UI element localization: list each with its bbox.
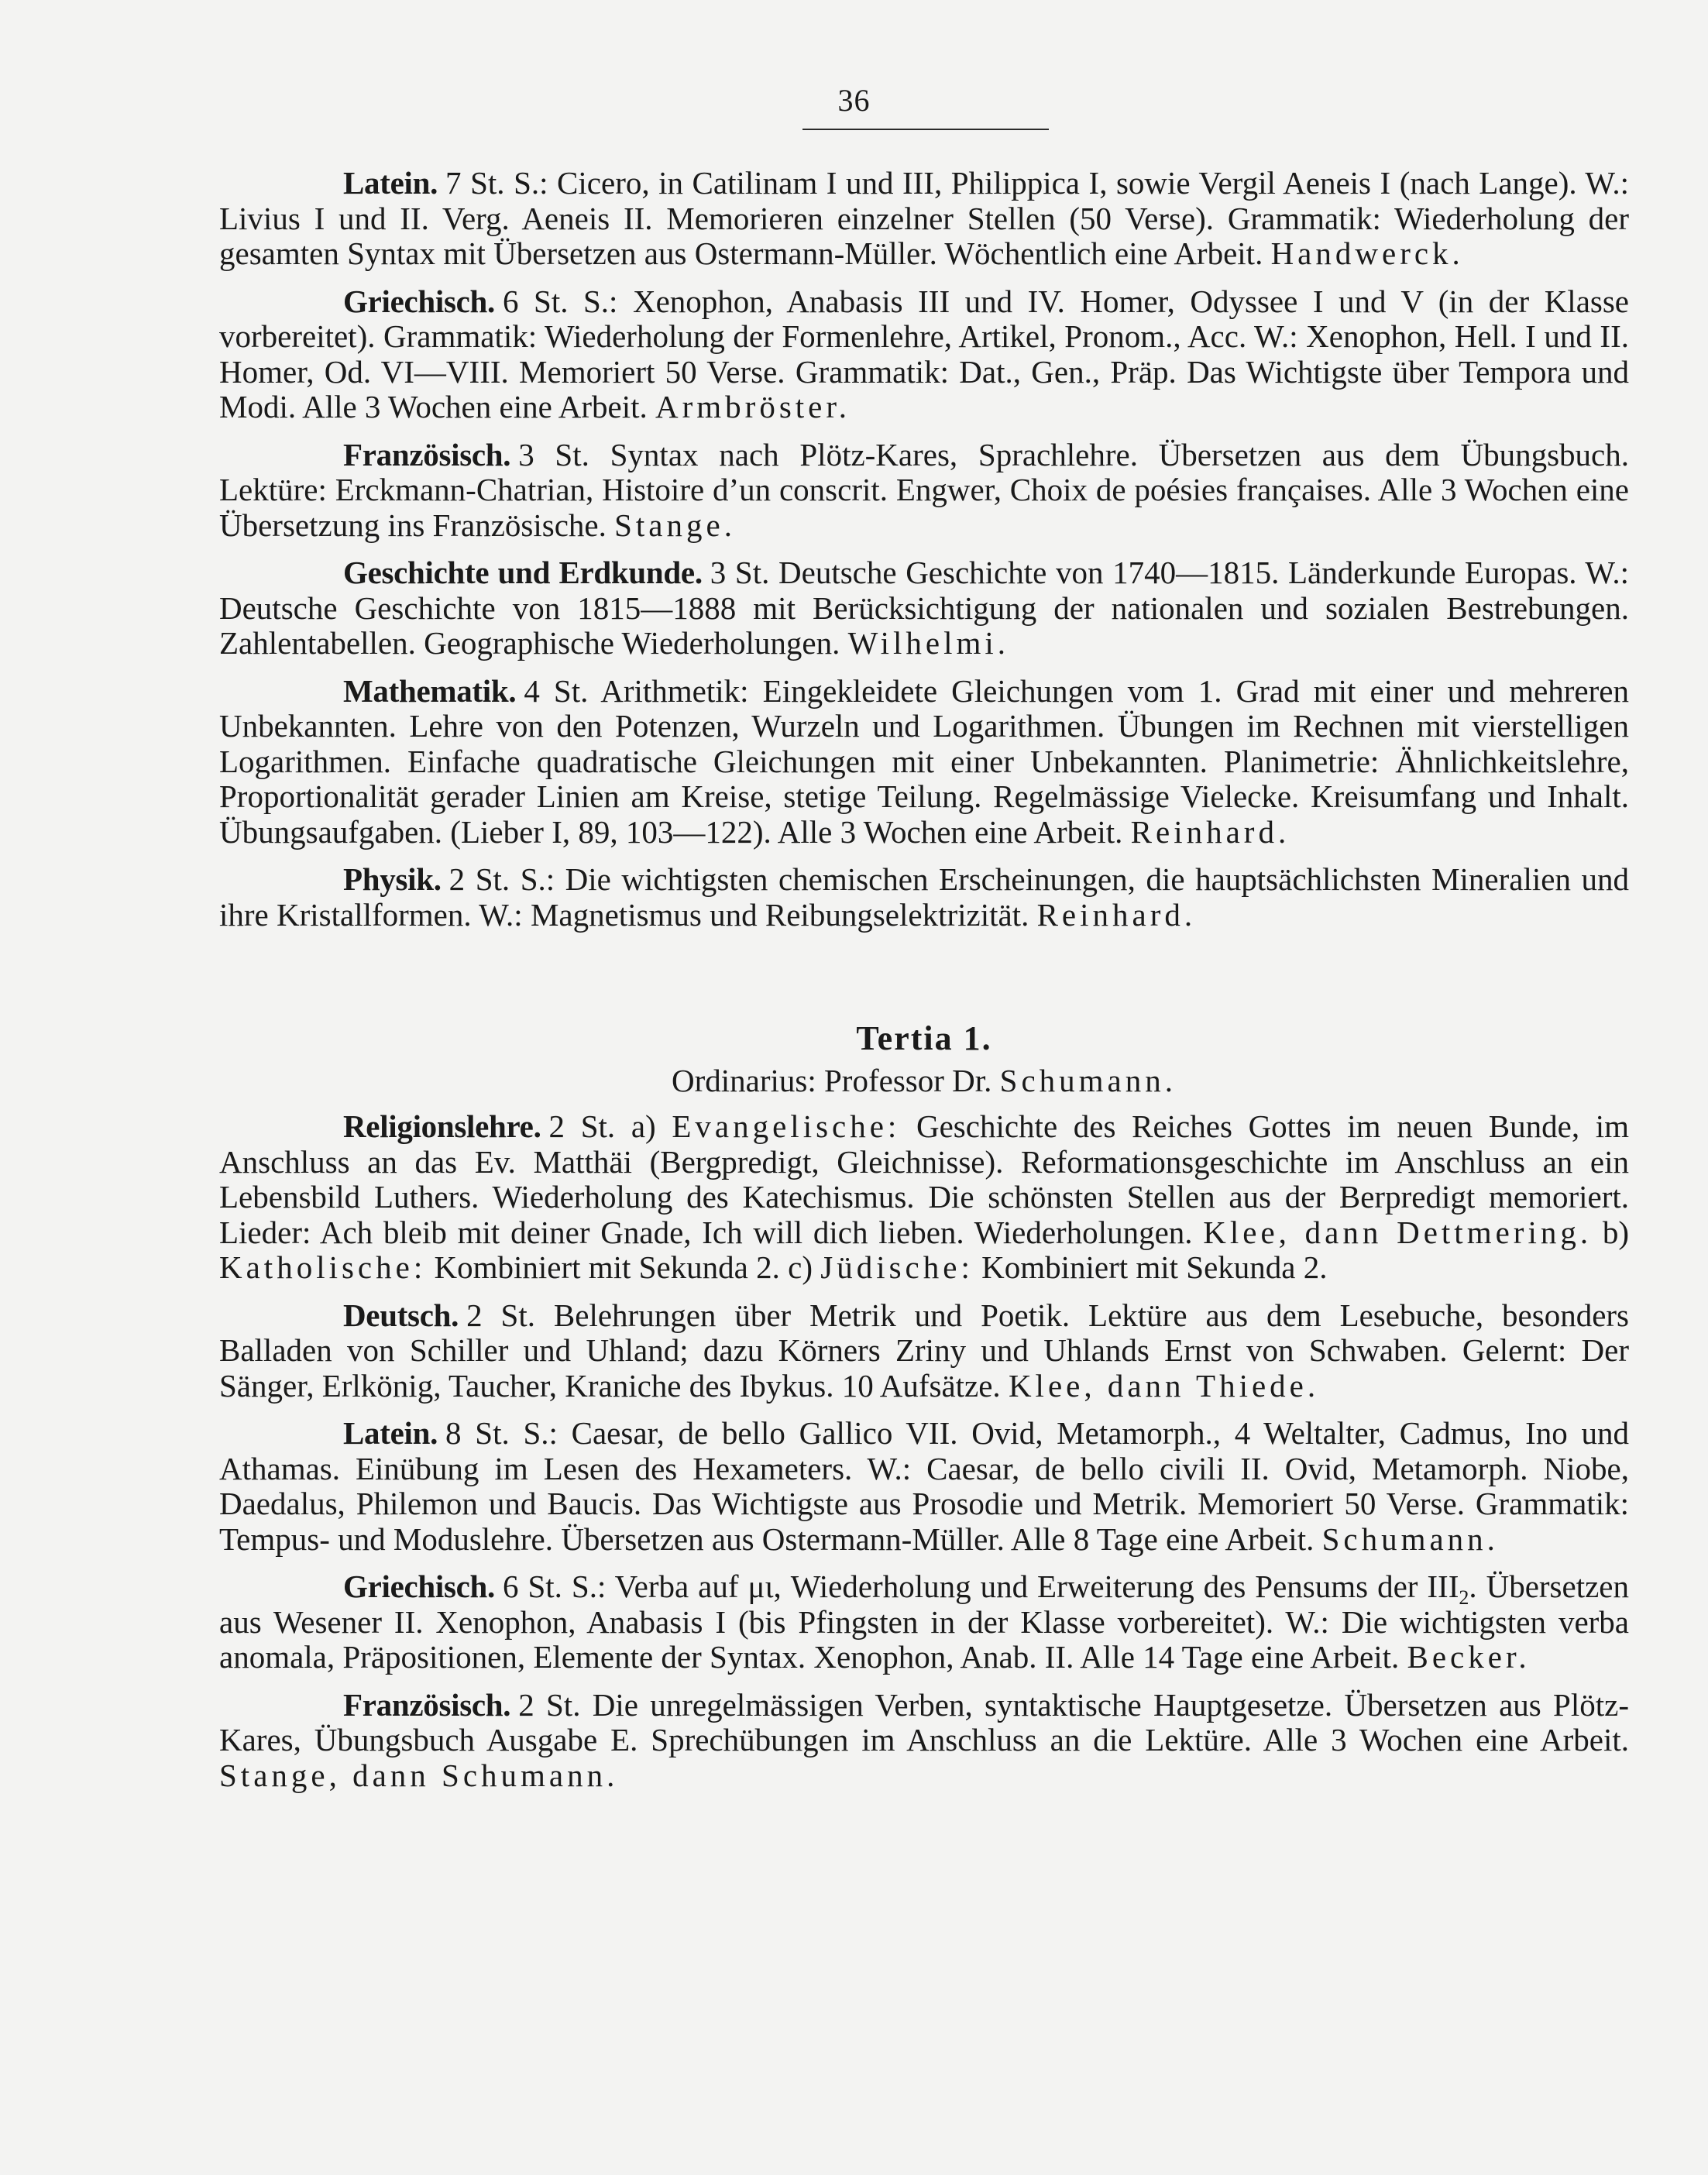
hours: 2 St. bbox=[448, 861, 510, 897]
entry-text: S.: Caesar, de bello Gallico VII. Ovid, Metamorph., 4 Weltalter, Cadmus, Ino und Athamas. Einübung im Lesen des Hexameters. W.: Caesar, de bello civili II. Ovid, Metamorph. Niobe, Daedalus, Philemon und Baucis. Das Wichtigste aus Prosodie und Metrik. Memoriert 50 Verse. Grammatik: Tempus- und Moduslehre. Übersetzen aus Ostermann-Müller. Alle 8 Tage eine Arbeit. bbox=[219, 1415, 1629, 1557]
entry-text-continued: . Übersetzen aus Wesener II. Xenophon, Anabasis I (bis Pfingsten in der Klasse vorbereitet). W.: Die wichtigsten verba anomala, Präpositionen, Elemente der Syntax. Xenophon, Anab. II. Alle 14 Tage eine Arbeit. bbox=[219, 1569, 1629, 1675]
hours: 2 St. bbox=[548, 1108, 616, 1144]
hours: 2 St. bbox=[518, 1686, 581, 1723]
hours: 6 St. bbox=[502, 1569, 562, 1604]
hours: 8 St. bbox=[445, 1415, 510, 1451]
teacher-name: Becker. bbox=[1407, 1639, 1531, 1675]
hours: 7 St. bbox=[445, 165, 505, 201]
entry-franzoesisch bbox=[219, 1688, 1629, 1794]
teacher-name: Reinhard. bbox=[1036, 896, 1197, 933]
class-subscript: 2 bbox=[1459, 1586, 1469, 1610]
hours: 2 St. bbox=[466, 1297, 535, 1333]
subject-label: Physik. bbox=[343, 861, 442, 897]
entry-latein-prev bbox=[219, 166, 1629, 272]
teacher-name: Stange, dann Schumann. bbox=[219, 1757, 619, 1793]
section-title: Tertia 1. bbox=[856, 1019, 992, 1057]
ordinarius-line bbox=[219, 1063, 1629, 1098]
hours: 3 St. bbox=[710, 555, 770, 590]
list-marker-b: b) bbox=[1602, 1214, 1629, 1250]
header-rule bbox=[802, 129, 1049, 130]
subject-label: Französisch. bbox=[343, 436, 511, 472]
hours: 3 St. bbox=[518, 436, 589, 472]
teacher-name: Klee, dann Dettmering. bbox=[1203, 1214, 1593, 1250]
entry-text: Arithmetik: Eingekleidete Gleichungen vom 1. Grad mit einer und mehreren Unbekannten. Lehre von den Potenzen, Wurzeln und Logarithmen. Übungen im Rechnen mit vierstelligen Logarithmen. Einfache quadratische Gleichungen mit einer Unbekannten. Planimetrie: Ähnlichkeitslehre, Proportionalität gerader Linien am Kreise, stetige Teilung. Regelmässige Vielecke. Kreisumfang und Inhalt. Übungsaufgaben. (Lieber I, 89, 103—122). Alle 3 Wochen eine Arbeit. bbox=[219, 672, 1629, 850]
subject-label: Latein. bbox=[343, 165, 438, 201]
entry-text: S.: Die wichtigsten chemischen Erscheinungen, die hauptsächlichsten Mineralien und ihre Kristallformen. W.: Magnetismus und Reibungselektrizität. bbox=[219, 861, 1629, 933]
subject-label: Deutsch. bbox=[343, 1297, 459, 1333]
confession-label-katholisch: Katholische: bbox=[219, 1249, 427, 1285]
entry-text: Kombiniert mit Sekunda 2. bbox=[434, 1249, 780, 1285]
ordinarius-label: Ordinarius: Professor Dr. bbox=[672, 1063, 992, 1098]
list-marker-a: a) bbox=[631, 1108, 656, 1144]
teacher-name: Klee, dann Thiede. bbox=[1008, 1367, 1320, 1404]
teacher-name: Stange. bbox=[614, 507, 736, 543]
entry-physik bbox=[219, 862, 1629, 933]
entry-geschichte bbox=[219, 555, 1629, 661]
entry-text: Geschichte des Reiches Gottes im neuen Bunde, im Anschluss an das Ev. Matthäi (Bergpredigt, Gleichnisse). Reformationsgeschichte im Anschluss an ein Lebensbild Luthers. Wiederholung des Katechismus. Die schönsten Stellen aus der Berpredigt memoriert. Lieder: Ach bleib mit deiner Gnade, Ich will dich lieben. Wiederholungen. bbox=[219, 1108, 1630, 1250]
entry-latein bbox=[219, 1416, 1629, 1557]
confession-label-juedisch: Jüdische: bbox=[820, 1249, 974, 1285]
entry-deutsch bbox=[219, 1298, 1629, 1404]
entry-text: S.: Cicero, in Catilinam I und III, Philippica I, sowie Vergil Aeneis I (nach Lange). W.: Livius I und II. Verg. Aeneis II. Memorieren einzelner Stellen (50 Verse). Grammatik: Wiederholung der gesamten Syntax mit Übersetzen aus Ostermann-Müller. Wöchentlich eine Arbeit. bbox=[219, 165, 1630, 271]
subject-label: Griechisch. bbox=[343, 283, 495, 319]
page-body bbox=[219, 166, 1629, 1793]
teacher-name: Handwerck. bbox=[1270, 235, 1464, 271]
confession-label-evangelisch: Evangelische: bbox=[672, 1108, 901, 1144]
teacher-name: Schumann. bbox=[1321, 1520, 1499, 1557]
entry-text: Kombiniert mit Sekunda 2. bbox=[981, 1249, 1328, 1285]
entry-text: Deutsche Geschichte von 1740—1815. Länderkunde Europas. W.: Deutsche Geschichte von 1815—1888 mit Berücksichtigung der nationalen und sozialen Bestrebungen. Zahlentabellen. Geographische Wiederholungen. bbox=[219, 555, 1630, 661]
teacher-name: Wilhelmi. bbox=[847, 625, 1010, 661]
subject-label: Griechisch. bbox=[343, 1569, 495, 1604]
entry-griechisch bbox=[219, 1569, 1629, 1675]
subject-label: Religionslehre. bbox=[343, 1108, 541, 1144]
subject-label: Latein. bbox=[343, 1415, 438, 1451]
entry-religionslehre bbox=[219, 1109, 1629, 1286]
entry-text: S.: Xenophon, Anabasis III und IV. Homer, Odyssee I und V (in der Klasse vorbereitet). Grammatik: Wiederholung der Formenlehre, Artikel, Pronom., Acc. W.: Xenophon, Hell. I und II. Homer, Od. VI—VIII. Memoriert 50 Verse. Grammatik: Dat., Gen., Präp. Das Wichtigste über Tempora und Modi. Alle 3 Wochen eine Arbeit. bbox=[219, 283, 1629, 424]
list-marker-c: c) bbox=[788, 1249, 813, 1285]
page-number: 36 bbox=[837, 83, 871, 118]
entry-franzoesisch-prev bbox=[219, 438, 1629, 544]
entry-text: Syntax nach Plötz-Kares, Sprachlehre. Übersetzen aus dem Übungsbuch. Lektüre: Erckmann-Chatrian, Histoire d’un conscrit. Engwer, Choix de poésies françaises. Alle 3 Wochen eine Übersetzung ins Französische. bbox=[219, 436, 1630, 543]
teacher-name: Armbröster. bbox=[655, 389, 851, 424]
entry-text: S.: Verba auf μι, Wiederholung und Erweiterung des Pensums der III bbox=[571, 1569, 1459, 1604]
subject-label: Französisch. bbox=[343, 1686, 511, 1723]
subject-label: Geschichte und Erdkunde. bbox=[343, 555, 703, 590]
entry-text: Die unregelmässigen Verben, syntaktische Hauptgesetze. Übersetzen aus Plötz-Kares, Übungsbuch Ausgabe E. Sprechübungen im Anschluss an die Lektüre. Alle 3 Wochen eine Arbeit. bbox=[219, 1686, 1629, 1758]
entry-mathematik bbox=[219, 674, 1629, 850]
entry-griechisch-prev bbox=[219, 284, 1629, 425]
ordinarius-name: Schumann. bbox=[999, 1063, 1177, 1098]
teacher-name: Reinhard. bbox=[1130, 813, 1290, 850]
subject-label: Mathematik. bbox=[343, 672, 517, 709]
hours: 4 St. bbox=[524, 672, 589, 709]
hours: 6 St. bbox=[502, 283, 569, 319]
entry-text: Belehrungen über Metrik und Poetik. Lektüre aus dem Lesebuche, besonders Balladen von Schiller und Uhland; dazu Körners Zriny und Uhlands Ernst von Schwaben. Gelernt: Der Sänger, Erlkönig, Taucher, Kraniche des Ibykus. 10 Aufsätze. bbox=[219, 1297, 1630, 1404]
